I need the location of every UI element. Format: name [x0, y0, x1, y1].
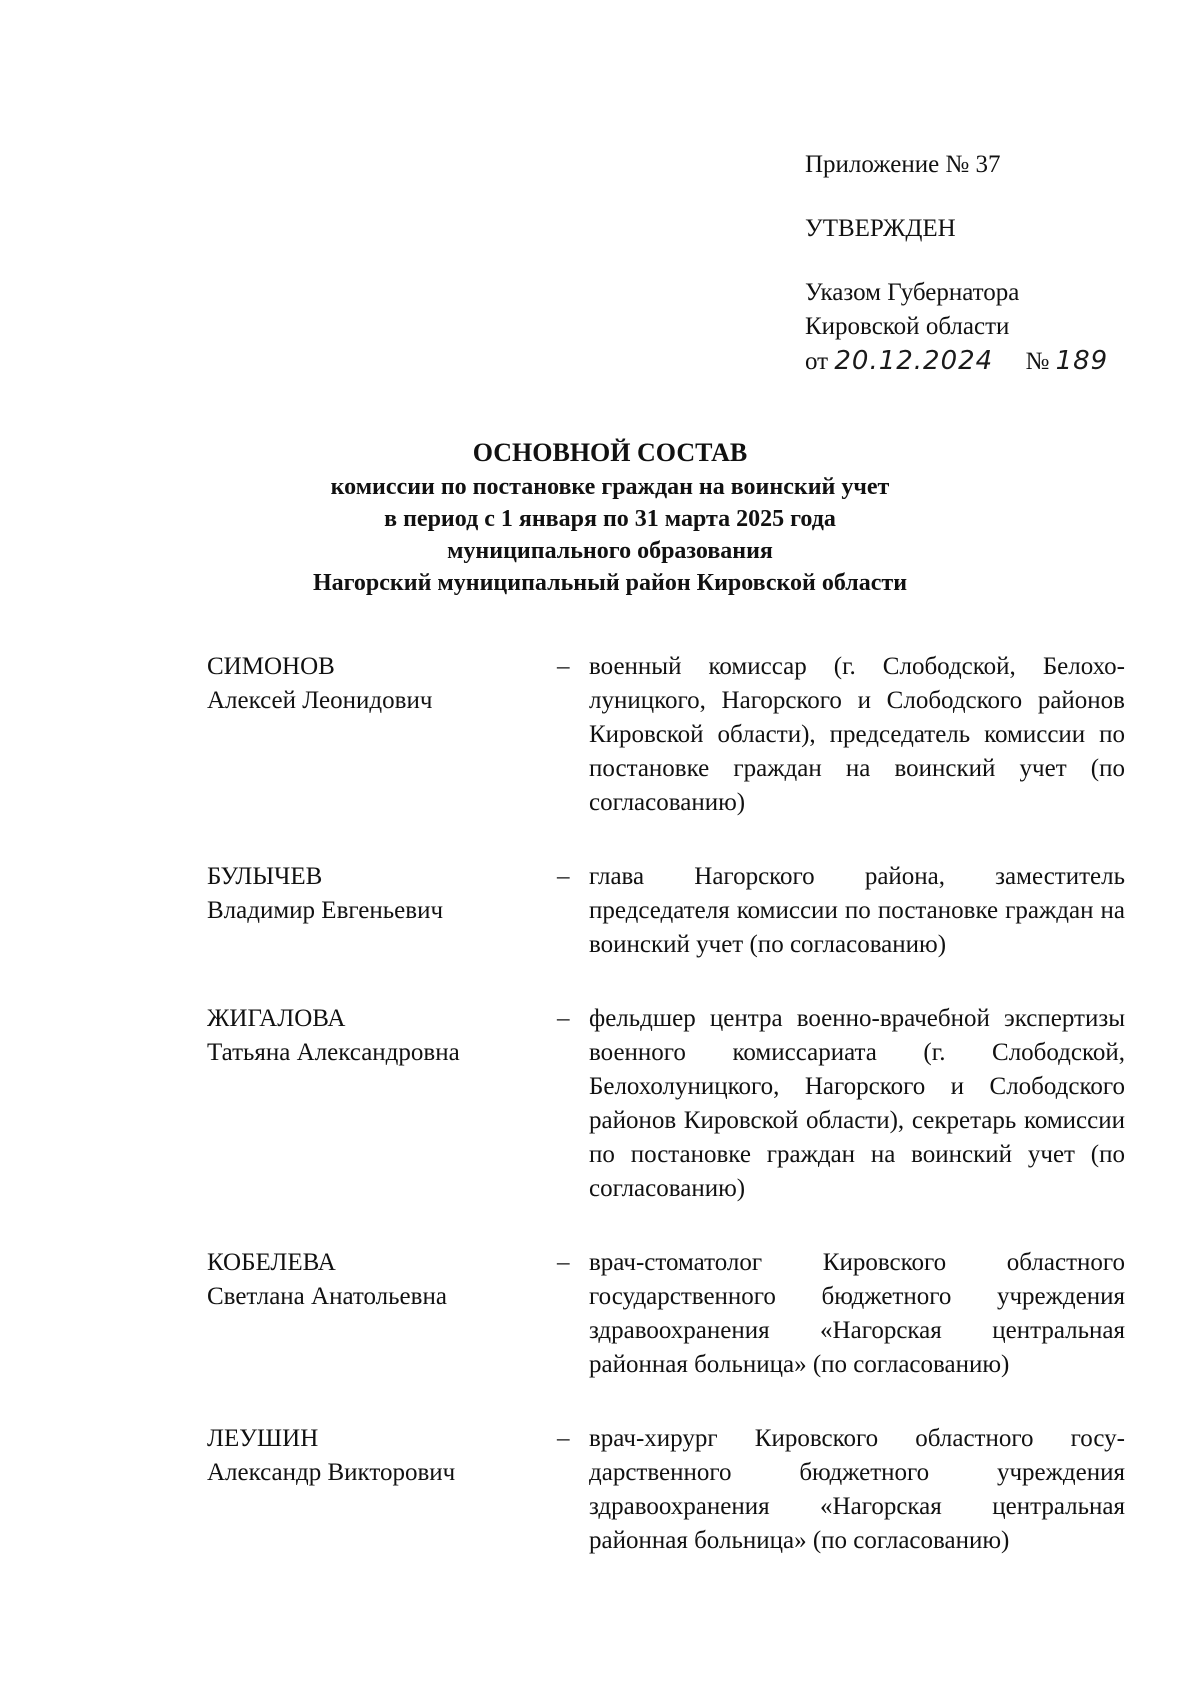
member-surname: СИМОНОВ [207, 653, 335, 680]
dash-separator: – [557, 1249, 570, 1276]
member-given-names: Татьяна Александровна [207, 1039, 460, 1066]
member-name [207, 1422, 557, 1558]
member-given-names: Светлана Анатольевна [207, 1283, 447, 1310]
title-main: ОСНОВНОЙ СОСТАВ [472, 438, 748, 467]
member-given-names: Алексей Леонидович [207, 687, 433, 714]
member-row [207, 1246, 1127, 1382]
member-given-names: Владимир Евгеньевич [207, 897, 444, 924]
title-line-1: комиссии по постановке граждан на воинский учет [330, 474, 890, 500]
member-role: врач-стоматолог Кировского областного государственного бюджетного учреждения здравоохранения «Нагорская центральная районная больница» (по согласованию) [589, 1249, 1125, 1378]
member-surname: БУЛЫЧЕВ [207, 863, 323, 890]
member-given-names: Александр Викторович [207, 1459, 456, 1486]
member-row [207, 1422, 1127, 1558]
decree-line-1: Указом Губернатора [805, 279, 1020, 306]
member-surname: ЖИГАЛОВА [207, 1005, 346, 1032]
dash-separator: – [557, 1005, 570, 1032]
dash-separator: – [557, 863, 570, 890]
handwritten-date: 20.12.2024 [834, 346, 994, 376]
title-line-2: в период с 1 января по 31 марта 2025 года [384, 506, 836, 532]
handwritten-number: 189 [1055, 346, 1109, 376]
member-role: фельдшер центра военно-врачебной экспертизы военного комиссариата (г. Слободской, Белохолуницкого, Нагорского и Слободского районов Кировской области), секретарь комиссии по постановке граждан на воинский учет (по согласованию) [589, 1005, 1125, 1202]
dash-separator: – [557, 653, 570, 680]
title-line-3: муниципального образования [447, 538, 773, 564]
member-name [207, 650, 557, 820]
member-row [207, 650, 1127, 820]
member-surname: КОБЕЛЕВА [207, 1249, 336, 1276]
member-name [207, 1002, 557, 1206]
member-surname: ЛЕУШИН [207, 1425, 319, 1452]
member-name [207, 1246, 557, 1382]
date-prefix: от [805, 348, 829, 375]
document-title [150, 435, 1070, 599]
decree-date-line [805, 344, 1165, 379]
member-list [207, 650, 1127, 1558]
decree-line-2: Кировской области [805, 313, 1010, 340]
title-line-4: Нагорский муниципальный район Кировской области [312, 570, 908, 596]
member-role: военный комиссар (г. Слободской, Белохолуницкого, Нагорского и Слободского районов Кировской области), председатель комиссии по постановке граждан на воинский учет (по согласованию) [589, 653, 1125, 816]
appendix-number: Приложение № 37 [805, 151, 1001, 178]
member-name [207, 860, 557, 962]
approved-label: УТВЕРЖДЕН [805, 215, 956, 242]
member-row [207, 1002, 1127, 1206]
approval-header [805, 148, 1165, 379]
member-role: глава Нагорского района, заместитель председателя комиссии по постановке граждан на воинский учет (по согласованию) [589, 863, 1125, 958]
number-label: № [1025, 348, 1050, 375]
member-role: врач-хирург Кировского областного государственного бюджетного учреждения здравоохранения «Нагорская центральная районная больница» (по согласованию) [589, 1425, 1125, 1554]
dash-separator: – [557, 1425, 570, 1452]
member-row [207, 860, 1127, 962]
